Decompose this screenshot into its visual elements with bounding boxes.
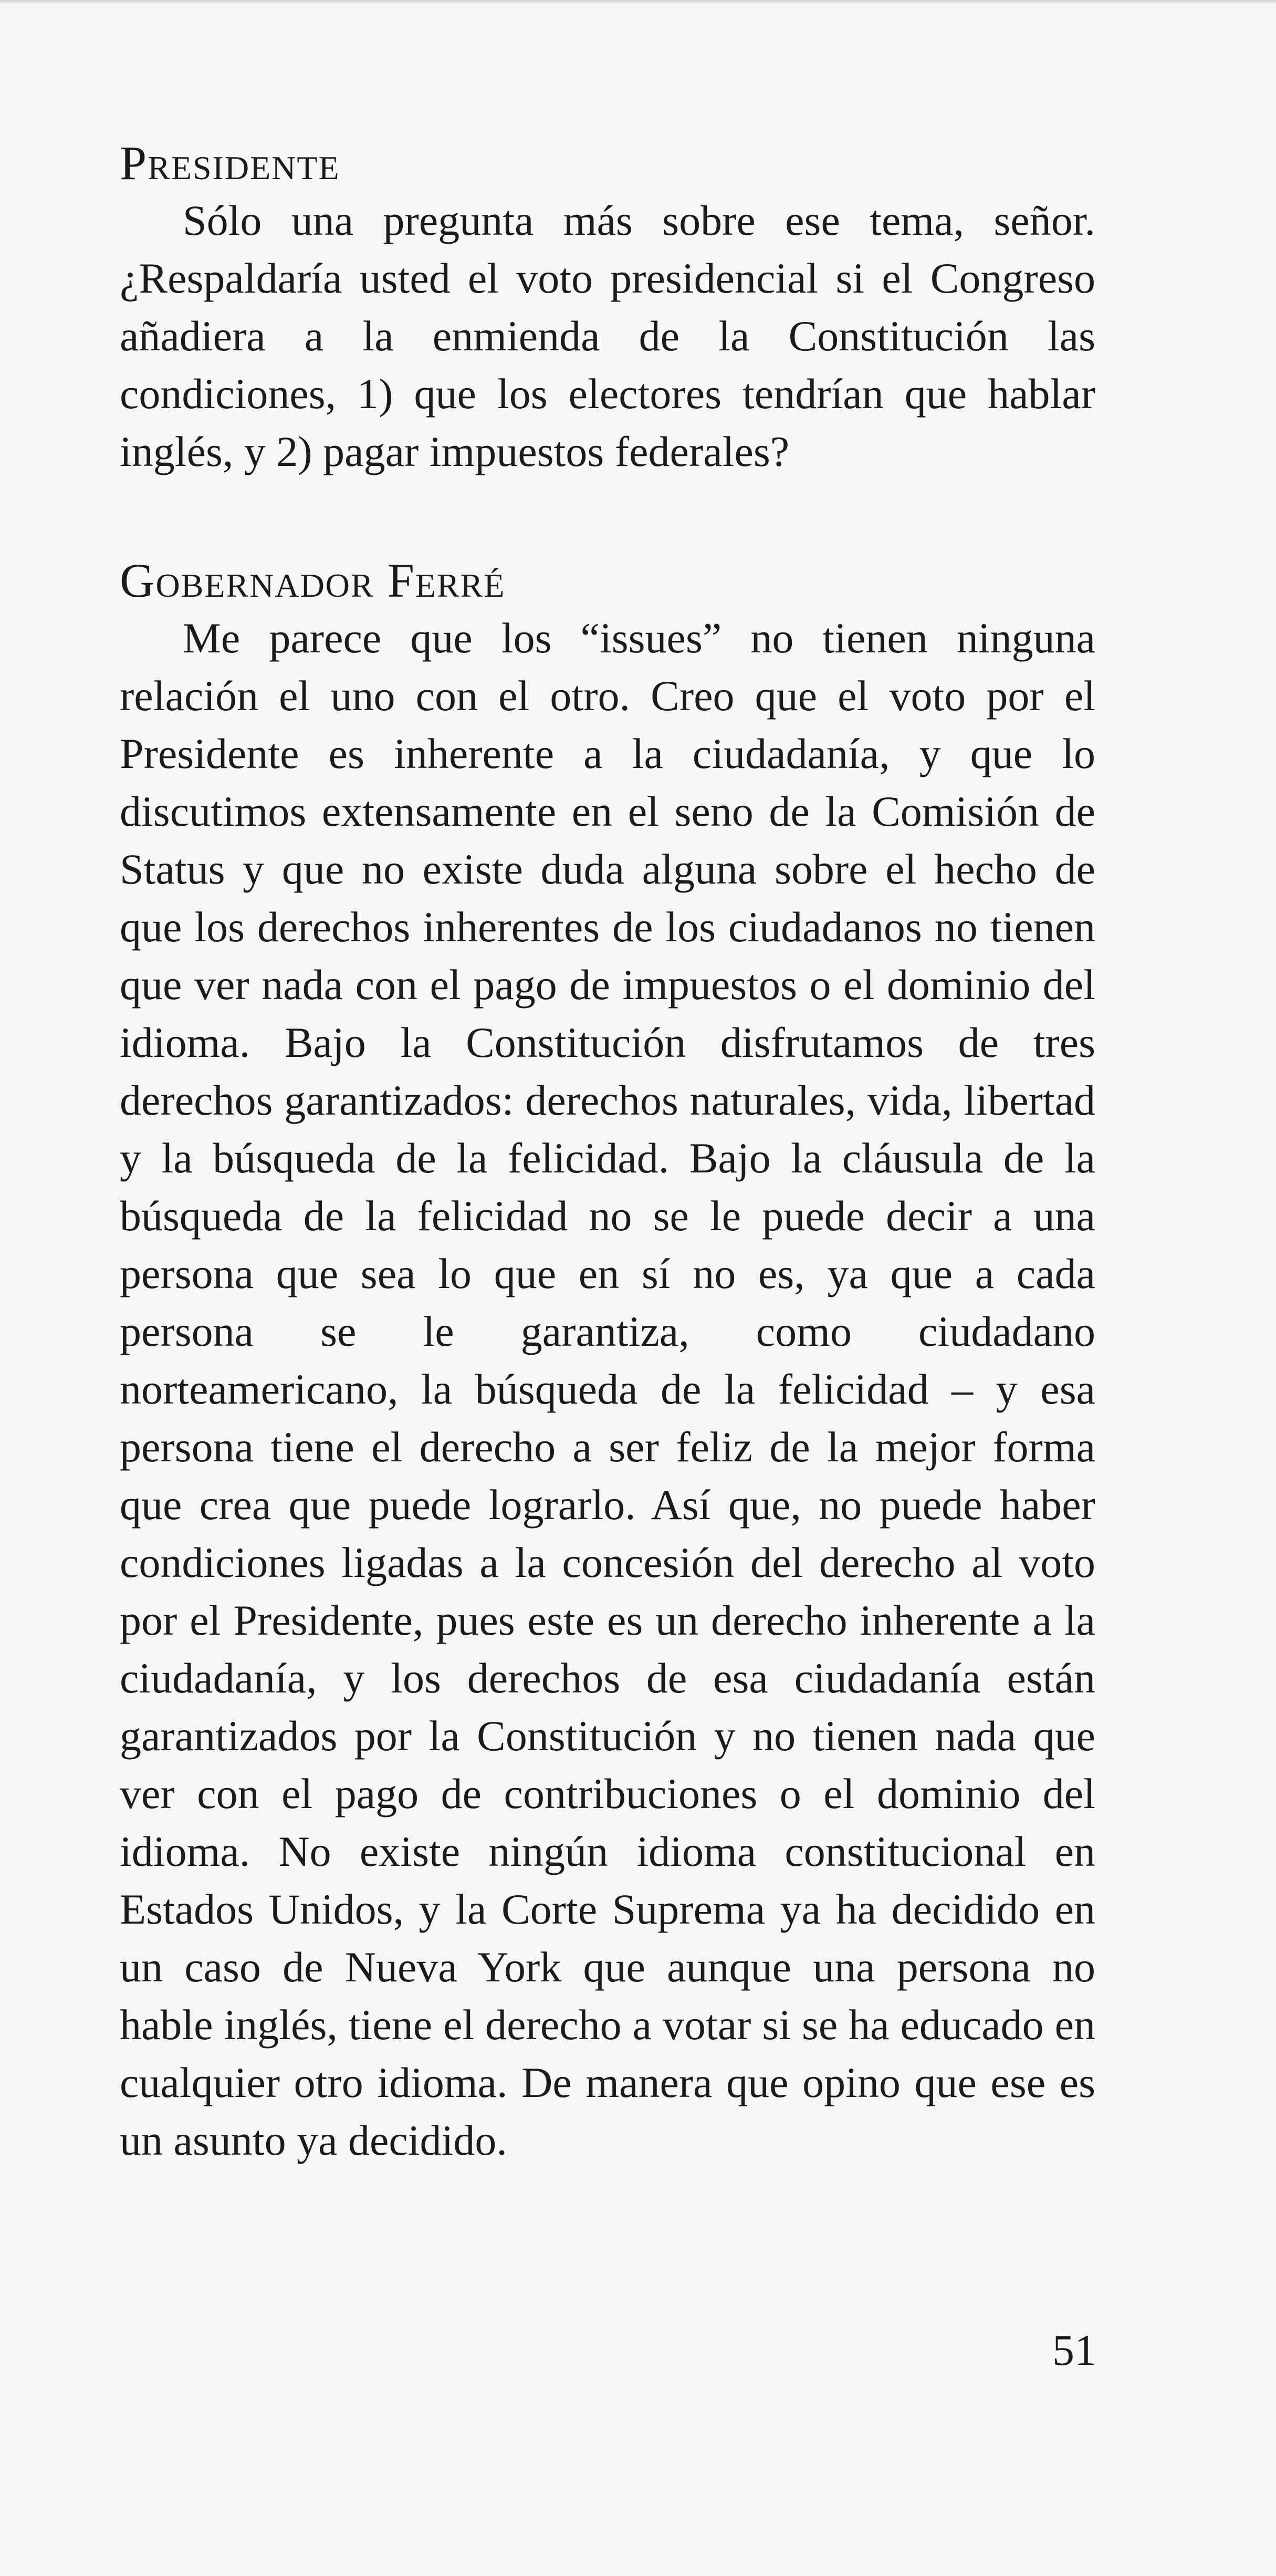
speech-paragraph-gobernador: Me parece que los “issues” no tienen ninguna relación el uno con el otro. Creo que el voto por el Presidente es inherente a la ciudadanía, y que lo discutimos extensamente en el seno de la Comisión de Status y que no existe duda alguna sobre el hecho de que los derechos inherentes de los ciudadanos no tienen que ver nada con el pago de impuestos o el dominio del idioma. Bajo la Constitución disfrutamos de tres derechos garantizados: derechos naturales, vida, libertad y la búsqueda de la felicidad. Bajo la cláusula de la búsqueda de la felicidad no se le puede decir a una persona que sea lo que en sí no es, ya que a cada persona se le garantiza, como ciudadano norteamericano, la búsqueda de la felicidad – y esa persona tiene el derecho a ser feliz de la mejor forma que crea que puede lograrlo. Así que, no puede haber condiciones ligadas a la concesión del derecho al voto por el Presidente, pues este es un derecho inherente a la ciudadanía, y los derechos de esa ciudadanía están garantizados por la Constitución y no tienen nada que ver con el pago de contribuciones o el dominio del idioma. No existe ningún idioma constitucional en Estados Unidos, y la Corte Suprema ya ha decidido en un caso de Nueva York que aunque una persona no hable inglés, tiene el derecho a votar si se ha educado en cualquier otro idioma. De manera que opino que ese es un asunto ya decidido. <box>120 614 1095 2164</box>
page-number: 51 <box>1052 2326 1096 2375</box>
section-spacer <box>120 481 1095 552</box>
page-body <box>120 134 1095 2169</box>
speech-paragraph-presidente: Sólo una pregunta más sobre ese tema, señor. ¿Respaldaría usted el voto presidencial si el Congreso añadiera a la enmienda de la Constitución las condiciones, 1) que los electores tendrían que hablar inglés, y 2) pagar impuestos federales? <box>120 196 1095 475</box>
speaker-heading-presidente: Presidente <box>120 136 340 190</box>
page-top-edge <box>0 0 1276 4</box>
speaker-heading-gobernador: Gobernador Ferré <box>120 554 506 607</box>
